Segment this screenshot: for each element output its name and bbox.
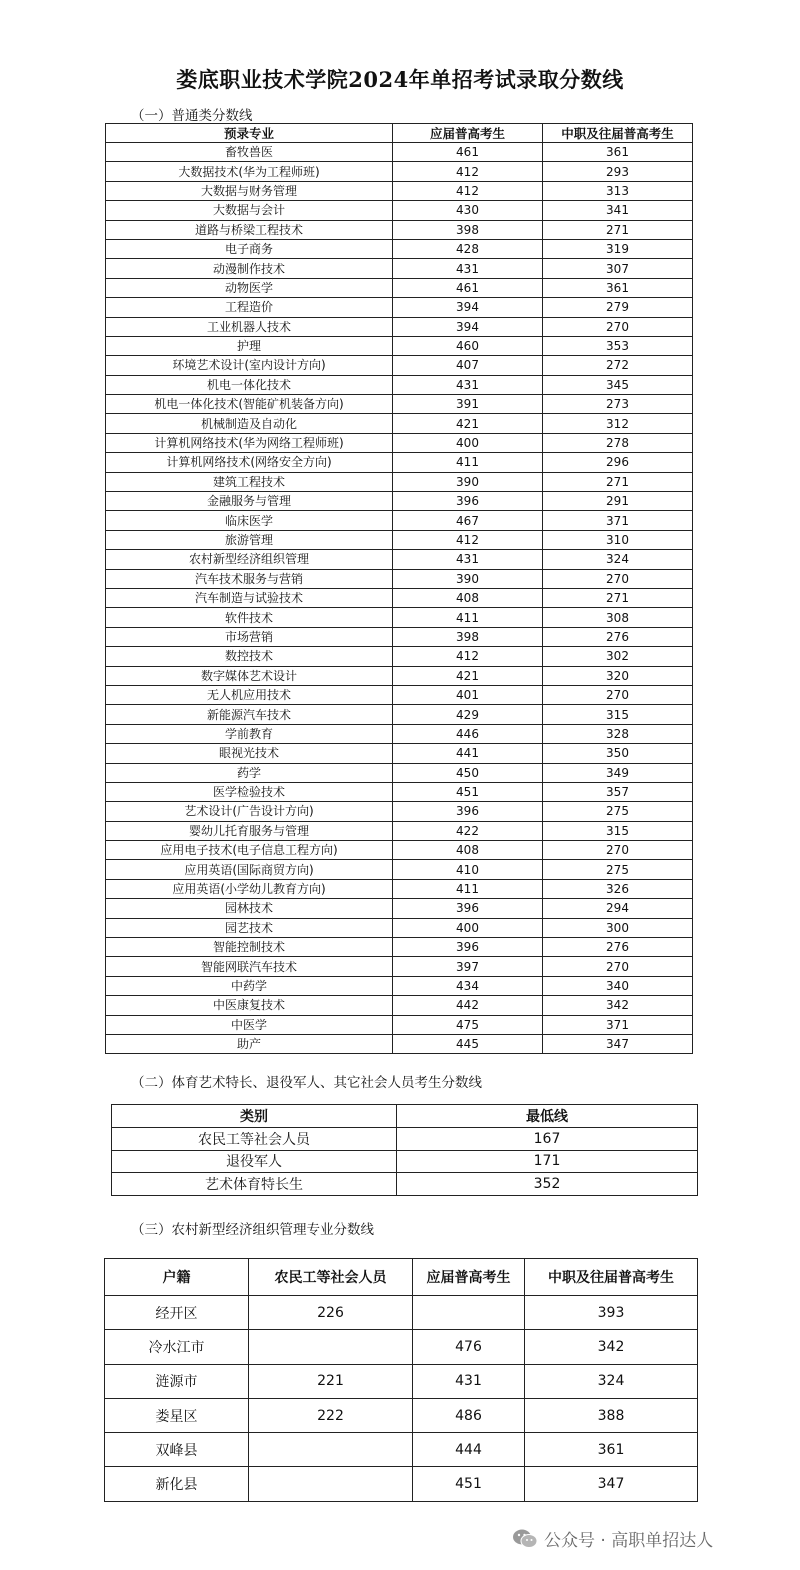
fresh-graduate-score-cell: 408 [393, 841, 543, 860]
vocational-score-cell: 328 [543, 724, 693, 743]
major-name-cell: 婴幼儿托育服务与管理 [106, 821, 393, 840]
table-row [106, 220, 693, 239]
fresh-graduate-score-cell: 476 [413, 1330, 525, 1364]
table-row [106, 1034, 693, 1053]
major-name-cell: 中医康复技术 [106, 996, 393, 1015]
page-title: 娄底职业技术学院2024年单招考试录取分数线 [176, 67, 624, 92]
vocational-score-cell: 342 [525, 1330, 698, 1364]
fresh-graduate-score-cell: 460 [393, 336, 543, 355]
table-row [106, 395, 693, 414]
fresh-graduate-score-cell: 444 [413, 1433, 525, 1467]
table-row [106, 860, 693, 879]
vocational-score-cell: 320 [543, 666, 693, 685]
fresh-graduate-score-cell: 428 [393, 239, 543, 258]
vocational-score-cell: 300 [543, 918, 693, 937]
major-name-cell: 园艺技术 [106, 918, 393, 937]
table-row [106, 181, 693, 200]
table-row [106, 433, 693, 452]
fresh-graduate-score-cell: 475 [393, 1015, 543, 1034]
table-row [106, 938, 693, 957]
household-cell: 涟源市 [105, 1364, 249, 1398]
vocational-score-cell: 357 [543, 782, 693, 801]
table-row [106, 239, 693, 258]
major-name-cell: 旅游管理 [106, 530, 393, 549]
vocational-score-cell: 271 [543, 472, 693, 491]
vocational-score-cell: 307 [543, 259, 693, 278]
fresh-graduate-score-cell: 396 [393, 899, 543, 918]
major-name-cell: 电子商务 [106, 239, 393, 258]
vocational-score-cell: 278 [543, 433, 693, 452]
table-row [106, 453, 693, 472]
fresh-graduate-score-cell: 412 [393, 181, 543, 200]
major-name-cell: 学前教育 [106, 724, 393, 743]
table-row [105, 1467, 698, 1501]
table-header-row [106, 124, 693, 143]
fresh-graduate-score-cell: 391 [393, 395, 543, 414]
fresh-graduate-score-cell: 398 [393, 220, 543, 239]
table-header-row [105, 1259, 698, 1296]
major-name-cell: 护理 [106, 336, 393, 355]
table-row [106, 879, 693, 898]
table-row [106, 201, 693, 220]
vocational-score-cell: 270 [543, 569, 693, 588]
fresh-graduate-score-cell: 396 [393, 938, 543, 957]
table-row [106, 899, 693, 918]
fresh-graduate-score-cell: 394 [393, 298, 543, 317]
table-row [112, 1128, 698, 1151]
vocational-score-cell: 361 [525, 1433, 698, 1467]
vocational-score-cell: 276 [543, 938, 693, 957]
table-row [106, 356, 693, 375]
fresh-graduate-score-cell: 400 [393, 433, 543, 452]
table-row [106, 162, 693, 181]
section-heading-general: （一）普通类分数线 [131, 108, 253, 124]
fresh-graduate-score-cell: 408 [393, 588, 543, 607]
vocational-score-cell: 270 [543, 317, 693, 336]
major-name-cell: 计算机网络技术(华为网络工程师班) [106, 433, 393, 452]
major-name-cell: 机电一体化技术(智能矿机装备方向) [106, 395, 393, 414]
fresh-graduate-score-cell: 412 [393, 647, 543, 666]
special-category-table-body [112, 1128, 698, 1196]
fresh-graduate-score-cell: 451 [393, 782, 543, 801]
major-name-cell: 数字媒体艺术设计 [106, 666, 393, 685]
table-row [106, 782, 693, 801]
vocational-score-cell: 326 [543, 879, 693, 898]
table-row [105, 1398, 698, 1432]
vocational-score-cell: 273 [543, 395, 693, 414]
fresh-graduate-score-cell: 410 [393, 860, 543, 879]
table-row [106, 685, 693, 704]
column-header-min-score: 最低线 [397, 1105, 698, 1128]
major-name-cell: 汽车制造与试验技术 [106, 588, 393, 607]
table-row [106, 414, 693, 433]
major-name-cell: 金融服务与管理 [106, 492, 393, 511]
vocational-score-cell: 324 [525, 1364, 698, 1398]
table-row [112, 1150, 698, 1173]
vocational-score-cell: 272 [543, 356, 693, 375]
fresh-graduate-score-cell: 422 [393, 821, 543, 840]
category-cell: 艺术体育特长生 [112, 1173, 397, 1196]
fresh-graduate-score-cell: 412 [393, 162, 543, 181]
table-row [106, 724, 693, 743]
fresh-graduate-score-cell: 461 [393, 143, 543, 162]
fresh-graduate-score-cell: 400 [393, 918, 543, 937]
vocational-score-cell: 279 [543, 298, 693, 317]
social-worker-score-cell: 222 [249, 1398, 413, 1432]
fresh-graduate-score-cell: 486 [413, 1398, 525, 1432]
major-name-cell: 环境艺术设计(室内设计方向) [106, 356, 393, 375]
fresh-graduate-score-cell: 451 [413, 1467, 525, 1501]
fresh-graduate-score-cell: 412 [393, 530, 543, 549]
min-score-cell: 171 [397, 1150, 698, 1173]
vocational-score-cell: 293 [543, 162, 693, 181]
fresh-graduate-score-cell: 411 [393, 608, 543, 627]
table-row [106, 472, 693, 491]
min-score-cell: 167 [397, 1128, 698, 1151]
vocational-score-cell: 347 [525, 1467, 698, 1501]
major-name-cell: 新能源汽车技术 [106, 705, 393, 724]
social-worker-score-cell [249, 1467, 413, 1501]
major-name-cell: 应用英语(国际商贸方向) [106, 860, 393, 879]
table-row [106, 530, 693, 549]
general-score-table-body [106, 143, 693, 1054]
vocational-score-cell: 294 [543, 899, 693, 918]
major-name-cell: 畜牧兽医 [106, 143, 393, 162]
fresh-graduate-score-cell: 429 [393, 705, 543, 724]
table-row [106, 492, 693, 511]
fresh-graduate-score-cell: 421 [393, 666, 543, 685]
special-category-table [111, 1104, 698, 1196]
fresh-graduate-score-cell: 401 [393, 685, 543, 704]
table-row [106, 647, 693, 666]
major-name-cell: 工程造价 [106, 298, 393, 317]
major-name-cell: 中医学 [106, 1015, 393, 1034]
table-row [105, 1433, 698, 1467]
vocational-score-cell: 324 [543, 550, 693, 569]
major-name-cell: 市场营销 [106, 627, 393, 646]
fresh-graduate-score-cell: 397 [393, 957, 543, 976]
fresh-graduate-score-cell: 446 [393, 724, 543, 743]
vocational-score-cell: 345 [543, 375, 693, 394]
table-row [106, 511, 693, 530]
column-header-fresh-graduates: 应届普高考生 [413, 1259, 525, 1296]
household-cell: 经开区 [105, 1296, 249, 1330]
vocational-score-cell: 347 [543, 1034, 693, 1053]
table-row [105, 1364, 698, 1398]
table-row [106, 627, 693, 646]
fresh-graduate-score-cell: 430 [393, 201, 543, 220]
vocational-score-cell: 312 [543, 414, 693, 433]
fresh-graduate-score-cell: 421 [393, 414, 543, 433]
major-name-cell: 动漫制作技术 [106, 259, 393, 278]
table-row [106, 143, 693, 162]
fresh-graduate-score-cell: 445 [393, 1034, 543, 1053]
major-name-cell: 应用电子技术(电子信息工程方向) [106, 841, 393, 860]
table-row [106, 550, 693, 569]
table-row [106, 588, 693, 607]
vocational-score-cell: 308 [543, 608, 693, 627]
table-row [106, 1015, 693, 1034]
vocational-score-cell: 361 [543, 143, 693, 162]
table-row [106, 259, 693, 278]
category-cell: 退役军人 [112, 1150, 397, 1173]
column-header-social-workers: 农民工等社会人员 [249, 1259, 413, 1296]
column-header-vocational: 中职及往届普高考生 [525, 1259, 698, 1296]
major-name-cell: 建筑工程技术 [106, 472, 393, 491]
section-heading-rural: （三）农村新型经济组织管理专业分数线 [131, 1222, 374, 1238]
major-name-cell: 应用英语(小学幼儿教育方向) [106, 879, 393, 898]
column-header-category: 类别 [112, 1105, 397, 1128]
vocational-score-cell: 340 [543, 976, 693, 995]
major-name-cell: 园林技术 [106, 899, 393, 918]
table-row [106, 957, 693, 976]
major-name-cell: 工业机器人技术 [106, 317, 393, 336]
major-name-cell: 医学检验技术 [106, 782, 393, 801]
table-row [106, 841, 693, 860]
vocational-score-cell: 388 [525, 1398, 698, 1432]
table-row [106, 298, 693, 317]
major-name-cell: 中药学 [106, 976, 393, 995]
household-cell: 冷水江市 [105, 1330, 249, 1364]
vocational-score-cell: 270 [543, 957, 693, 976]
major-name-cell: 动物医学 [106, 278, 393, 297]
household-cell: 新化县 [105, 1467, 249, 1501]
major-name-cell: 大数据与财务管理 [106, 181, 393, 200]
fresh-graduate-score-cell: 407 [393, 356, 543, 375]
major-name-cell: 大数据与会计 [106, 201, 393, 220]
vocational-score-cell: 319 [543, 239, 693, 258]
major-name-cell: 临床医学 [106, 511, 393, 530]
category-cell: 农民工等社会人员 [112, 1128, 397, 1151]
fresh-graduate-score-cell: 396 [393, 492, 543, 511]
fresh-graduate-score-cell: 411 [393, 453, 543, 472]
fresh-graduate-score-cell: 431 [393, 375, 543, 394]
table-row [106, 375, 693, 394]
vocational-score-cell: 276 [543, 627, 693, 646]
table-row [106, 666, 693, 685]
vocational-score-cell: 275 [543, 860, 693, 879]
watermark-text: 公众号 · 高职单招达人 [544, 1531, 714, 1551]
column-header-fresh-graduates: 应届普高考生 [393, 124, 543, 143]
fresh-graduate-score-cell: 396 [393, 802, 543, 821]
fresh-graduate-score-cell: 390 [393, 569, 543, 588]
fresh-graduate-score-cell: 431 [413, 1364, 525, 1398]
vocational-score-cell: 270 [543, 841, 693, 860]
table-row [106, 821, 693, 840]
major-name-cell: 智能控制技术 [106, 938, 393, 957]
column-header-vocational: 中职及往届普高考生 [543, 124, 693, 143]
table-row [106, 976, 693, 995]
vocational-score-cell: 350 [543, 744, 693, 763]
vocational-score-cell: 315 [543, 821, 693, 840]
vocational-score-cell: 271 [543, 220, 693, 239]
social-worker-score-cell [249, 1330, 413, 1364]
fresh-graduate-score-cell: 398 [393, 627, 543, 646]
major-name-cell: 道路与桥梁工程技术 [106, 220, 393, 239]
fresh-graduate-score-cell: 461 [393, 278, 543, 297]
table-row [106, 996, 693, 1015]
fresh-graduate-score-cell: 442 [393, 996, 543, 1015]
household-cell: 双峰县 [105, 1433, 249, 1467]
table-row [112, 1173, 698, 1196]
vocational-score-cell: 353 [543, 336, 693, 355]
table-header-row [112, 1105, 698, 1128]
table-row [106, 918, 693, 937]
major-name-cell: 大数据技术(华为工程师班) [106, 162, 393, 181]
household-cell: 娄星区 [105, 1398, 249, 1432]
fresh-graduate-score-cell: 394 [393, 317, 543, 336]
general-score-table [105, 123, 693, 1054]
fresh-graduate-score-cell: 441 [393, 744, 543, 763]
social-worker-score-cell: 226 [249, 1296, 413, 1330]
major-name-cell: 助产 [106, 1034, 393, 1053]
major-name-cell: 药学 [106, 763, 393, 782]
vocational-score-cell: 342 [543, 996, 693, 1015]
vocational-score-cell: 349 [543, 763, 693, 782]
social-worker-score-cell: 221 [249, 1364, 413, 1398]
vocational-score-cell: 361 [543, 278, 693, 297]
min-score-cell: 352 [397, 1173, 698, 1196]
fresh-graduate-score-cell: 390 [393, 472, 543, 491]
vocational-score-cell: 310 [543, 530, 693, 549]
table-row [106, 705, 693, 724]
major-name-cell: 农村新型经济组织管理 [106, 550, 393, 569]
major-name-cell: 软件技术 [106, 608, 393, 627]
vocational-score-cell: 393 [525, 1296, 698, 1330]
table-row [106, 802, 693, 821]
major-name-cell: 汽车技术服务与营销 [106, 569, 393, 588]
table-row [106, 763, 693, 782]
rural-major-table [104, 1258, 698, 1502]
vocational-score-cell: 296 [543, 453, 693, 472]
major-name-cell: 机电一体化技术 [106, 375, 393, 394]
major-name-cell: 数控技术 [106, 647, 393, 666]
vocational-score-cell: 315 [543, 705, 693, 724]
social-worker-score-cell [249, 1433, 413, 1467]
fresh-graduate-score-cell [413, 1296, 525, 1330]
vocational-score-cell: 313 [543, 181, 693, 200]
table-row [106, 744, 693, 763]
fresh-graduate-score-cell: 450 [393, 763, 543, 782]
fresh-graduate-score-cell: 411 [393, 879, 543, 898]
section-heading-special: （二）体育艺术特长、退役军人、其它社会人员考生分数线 [131, 1075, 482, 1091]
table-row [106, 608, 693, 627]
major-name-cell: 艺术设计(广告设计方向) [106, 802, 393, 821]
vocational-score-cell: 341 [543, 201, 693, 220]
vocational-score-cell: 271 [543, 588, 693, 607]
column-header-household: 户籍 [105, 1259, 249, 1296]
table-row [106, 278, 693, 297]
table-row [105, 1296, 698, 1330]
watermark [512, 1526, 713, 1551]
column-header-major: 预录专业 [106, 124, 393, 143]
rural-major-table-body [105, 1296, 698, 1502]
major-name-cell: 智能网联汽车技术 [106, 957, 393, 976]
vocational-score-cell: 291 [543, 492, 693, 511]
vocational-score-cell: 302 [543, 647, 693, 666]
wechat-icon [512, 1528, 538, 1550]
fresh-graduate-score-cell: 434 [393, 976, 543, 995]
table-row [105, 1330, 698, 1364]
vocational-score-cell: 371 [543, 1015, 693, 1034]
fresh-graduate-score-cell: 467 [393, 511, 543, 530]
vocational-score-cell: 275 [543, 802, 693, 821]
major-name-cell: 眼视光技术 [106, 744, 393, 763]
major-name-cell: 无人机应用技术 [106, 685, 393, 704]
major-name-cell: 机械制造及自动化 [106, 414, 393, 433]
table-row [106, 336, 693, 355]
table-row [106, 317, 693, 336]
table-row [106, 569, 693, 588]
major-name-cell: 计算机网络技术(网络安全方向) [106, 453, 393, 472]
vocational-score-cell: 270 [543, 685, 693, 704]
fresh-graduate-score-cell: 431 [393, 259, 543, 278]
fresh-graduate-score-cell: 431 [393, 550, 543, 569]
vocational-score-cell: 371 [543, 511, 693, 530]
